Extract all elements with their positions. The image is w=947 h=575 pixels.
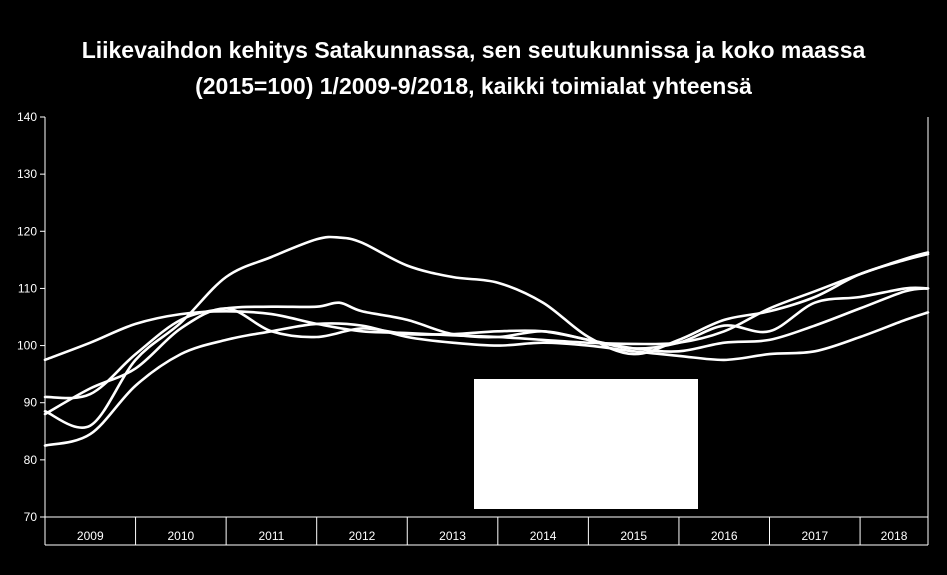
chart-title-line1: Liikevaihdon kehitys Satakunnassa, sen seutukunnissa ja koko maassa: [81, 37, 866, 63]
y-tick-label: 70: [23, 510, 37, 524]
x-tick-label: 2010: [167, 529, 195, 543]
y-tick-label: 130: [16, 167, 37, 182]
y-tick-label: 120: [16, 224, 37, 239]
x-tick-label: 2013: [439, 529, 466, 543]
x-tick-label: 2015: [620, 529, 648, 543]
chart-title-line2: (2015=100) 1/2009-9/2018, kaikki toimialat yhteensä: [195, 73, 752, 99]
x-tick-label: 2009: [76, 529, 104, 543]
x-tick-label: 2012: [348, 529, 376, 543]
x-tick-label: 2014: [529, 529, 557, 543]
y-tick-label: 110: [17, 281, 37, 296]
x-tick-label: 2016: [710, 529, 738, 543]
legend-box: [474, 379, 698, 509]
series-line-1: [45, 252, 928, 360]
x-tick-label: 2017: [801, 529, 829, 543]
x-tick-label: 2018: [880, 529, 908, 543]
y-tick-label: 90: [23, 395, 37, 410]
x-axis: [77, 517, 908, 545]
y-tick-label: 80: [23, 452, 37, 467]
y-tick-label: 140: [16, 110, 37, 124]
y-axis: [17, 110, 45, 524]
x-tick-label: 2011: [258, 529, 285, 543]
y-tick-label: 100: [16, 338, 37, 353]
